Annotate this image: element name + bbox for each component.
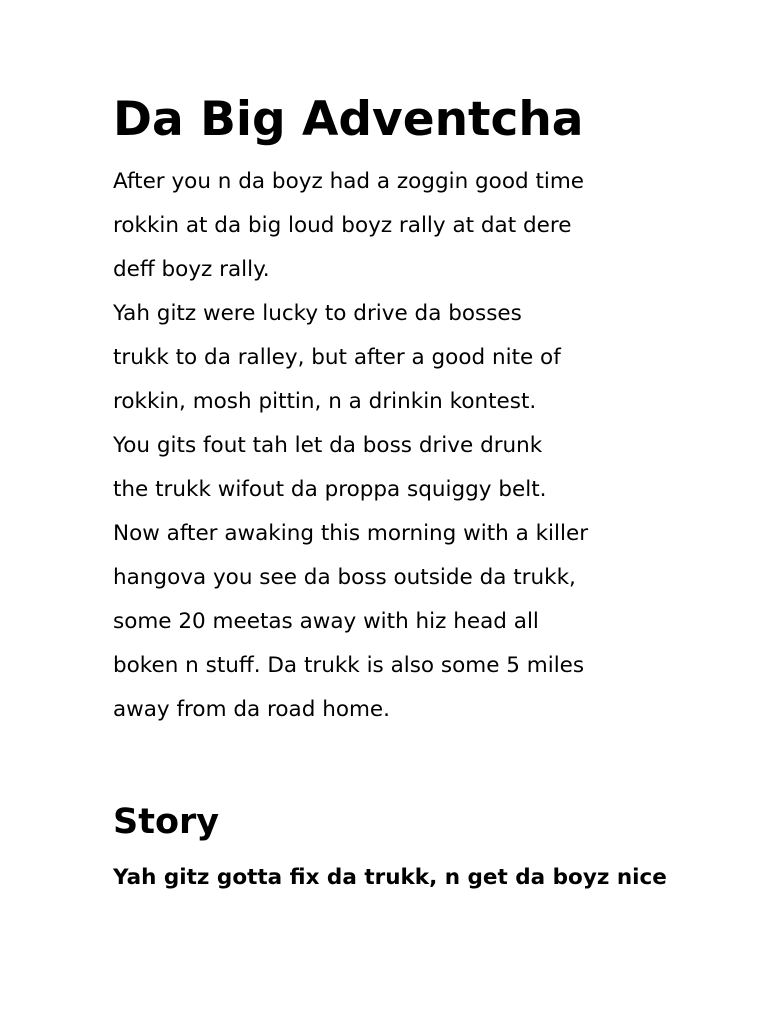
intro-line: After you n da boyz had a zoggin good time	[113, 169, 585, 194]
intro-line: rokkin at da big loud boyz rally at dat dere	[113, 213, 572, 238]
story-subheading: Yah gitz gotta fix da trukk, n get da boyz nice	[113, 865, 667, 890]
intro-paragraph	[113, 160, 673, 732]
page-title: Da Big Adventcha	[113, 92, 584, 147]
intro-line: You gits fout tah let da boss drive drunk	[113, 433, 543, 458]
intro-line: hangova you see da boss outside da trukk,	[113, 565, 576, 590]
intro-line: Now after awaking this morning with a killer	[113, 521, 589, 546]
section-heading-story: Story	[113, 802, 220, 842]
intro-line: trukk to da ralley, but after a good nite of	[113, 345, 561, 370]
intro-line: boken n stuff. Da trukk is also some 5 miles	[113, 653, 585, 678]
intro-line: some 20 meetas away with hiz head all	[113, 609, 539, 634]
intro-line: the trukk wifout da proppa squiggy belt.	[113, 477, 547, 502]
intro-line: deff boyz rally.	[113, 257, 270, 282]
intro-line: Yah gitz were lucky to drive da bosses	[113, 301, 522, 326]
intro-line: away from da road home.	[113, 697, 390, 722]
intro-line: rokkin, mosh pittin, n a drinkin kontest.	[113, 389, 537, 414]
